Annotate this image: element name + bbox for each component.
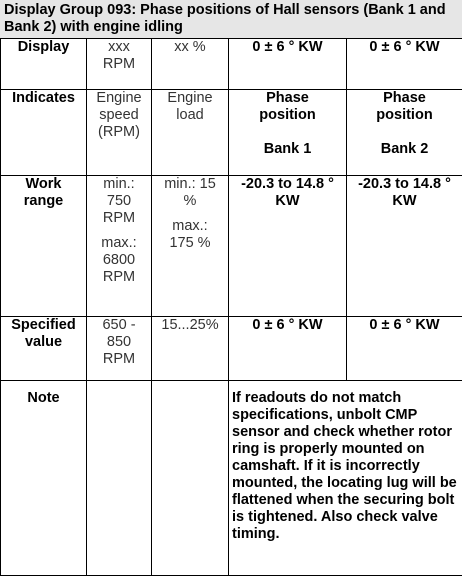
specified-c2: 15...25% (152, 317, 229, 381)
specified-c1: 650 - 850 RPM (87, 317, 152, 381)
table-row-indicates (1, 90, 462, 176)
note-c2 (152, 381, 229, 576)
row-label-specified-value: Specified value (1, 317, 87, 381)
note-c1 (87, 381, 152, 576)
display-c4: 0 ± 6 ° KW (347, 39, 462, 90)
work-range-c4: -20.3 to 14.8 ° KW (347, 176, 462, 317)
display-group-table (0, 38, 462, 576)
display-c1: xxx RPM (87, 39, 152, 90)
row-label-display: Display (1, 39, 87, 90)
display-c2: xx % (152, 39, 229, 90)
work-range-c3: -20.3 to 14.8 ° KW (229, 176, 347, 317)
work-range-c2: min.: 15 % max.: 175 % (152, 176, 229, 317)
work-range-c1: min.: 750 RPM max.: 6800 RPM (87, 176, 152, 317)
document-title: Display Group 093: Phase positions of Hall sensors (Bank 1 and Bank 2) with engine idling (0, 0, 462, 38)
table-row-specified-value (1, 317, 462, 381)
row-label-work-range: Work range (1, 176, 87, 317)
row-label-indicates: Indicates (1, 90, 87, 176)
indicates-c4: Phase position Bank 2 (347, 90, 462, 176)
indicates-c1: Engine speed (RPM) (87, 90, 152, 176)
indicates-c2: Engine load (152, 90, 229, 176)
indicates-c3: Phase position Bank 1 (229, 90, 347, 176)
table-row-note (1, 381, 462, 576)
table-row-work-range (1, 176, 462, 317)
specified-c3: 0 ± 6 ° KW (229, 317, 347, 381)
specified-c4: 0 ± 6 ° KW (347, 317, 462, 381)
note-text: If readouts do not match specifications, unbolt CMP sensor and check whether rotor ring is properly mounted on camshaft. If it is incorrectly mounted, the locating lug will be flattened when the securing bolt is tightened. Also check valve timing. (229, 381, 462, 576)
table-row-display (1, 39, 462, 90)
display-c3: 0 ± 6 ° KW (229, 39, 347, 90)
row-label-note: Note (1, 381, 87, 576)
